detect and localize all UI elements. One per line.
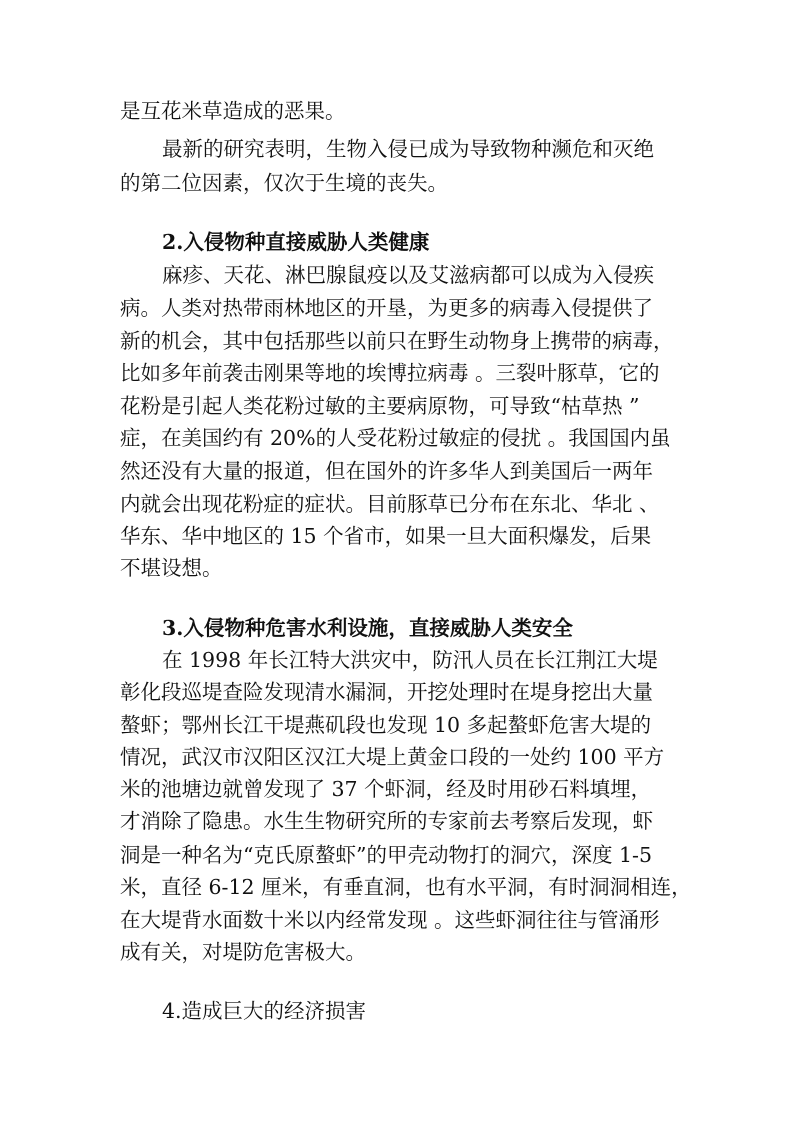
intro-line-2: 最新的研究表明，生物入侵已成为导致物种濒危和灭绝 <box>162 137 654 161</box>
section-3-line: 洞是一种名为“克氏原螯虾”的甲壳动物打的洞穴，深度 1-5 <box>120 843 652 867</box>
section-3-line: 米的池塘边就曾发现了 37 个虾洞，经及时用砂石料填埋， <box>120 777 652 801</box>
section-3-line: 彰化段巡堤查险发现清水漏洞，开挖处理时在堤身挖出大量 <box>120 680 653 704</box>
intro-line-1: 是互花米草造成的恶果。 <box>120 99 346 123</box>
section-2-line: 症，在美国约有 20%的人受花粉过敏症的侵扰 。我国国内虽 <box>120 426 671 450</box>
section-2-line: 花粉是引起人类花粉过敏的主要病原物，可导致“枯草热 ” <box>120 394 640 418</box>
section-2-line: 不堪设想。 <box>120 556 223 580</box>
section-2-line: 新的机会，其中包括那些以前只在野生动物身上携带的病毒， <box>120 329 674 353</box>
section-2-line: 病。人类对热带雨林地区的开垦，为更多的病毒入侵提供了 <box>120 296 653 320</box>
section-2-heading: 2.入侵物种直接威胁人类健康 <box>162 230 430 254</box>
section-3-line: 情况，武汉市汉阳区汉江大堤上黄金口段的一处约 100 平方 <box>120 745 665 769</box>
section-3-line: 米，直径 6-12 厘米，有垂直洞，也有水平洞，有时洞洞相连， <box>120 875 692 899</box>
section-2-line: 内就会出现花粉症的症状。目前豚草已分布在东北、华北 、 <box>120 492 660 516</box>
section-2-line: 比如多年前袭击刚果等地的埃博拉病毒 。三裂叶豚草，它的 <box>120 361 660 385</box>
section-2-line: 然还没有大量的报道，但在国外的许多华人到美国后一两年 <box>120 459 653 483</box>
section-3-line: 成有关，对堤防危害极大。 <box>120 940 366 964</box>
section-3-line: 才消除了隐患。水生生物研究所的专家前去考察后发现，虾 <box>120 809 653 833</box>
section-3-line: 在 1998 年长江特大洪灾中，防汛人员在长江荆江大堤 <box>162 648 658 672</box>
section-2-line: 华东、华中地区的 15 个省市，如果一旦大面积爆发，后果 <box>120 524 652 548</box>
section-4-heading: 4.造成巨大的经济损害 <box>162 999 367 1023</box>
section-3-line: 螯虾；鄂州长江干堤燕矶段也发现 10 多起螯虾危害大堤的 <box>120 713 652 737</box>
section-3-line: 在大堤背水面数十米以内经常发现 。这些虾洞往往与管涌形 <box>120 908 660 932</box>
intro-line-3: 的第二位因素，仅次于生境的丧失。 <box>120 171 448 195</box>
section-2-line: 麻疹、天花、淋巴腺鼠疫以及艾滋病都可以成为入侵疾 <box>162 263 654 287</box>
section-3-heading: 3.入侵物种危害水利设施，直接威胁人类安全 <box>162 616 573 640</box>
